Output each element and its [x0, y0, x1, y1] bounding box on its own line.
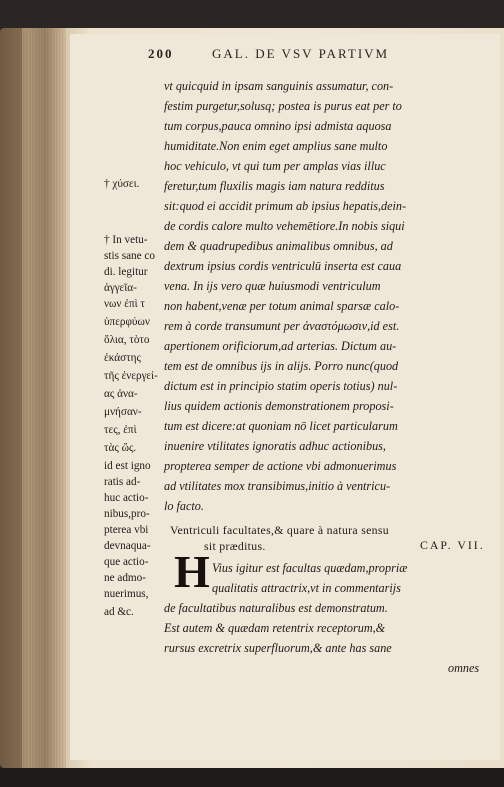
text-line: festim purgetur,solusq; postea is purus eat per to [164, 99, 402, 113]
margin-note: nuerimus, [104, 588, 149, 600]
text-line: rem à corde transumunt per ἀναστόμωσιν,id est. [164, 319, 400, 333]
margin-note: stis sane co [104, 250, 155, 262]
chapter-label: CAP. VII. [420, 538, 485, 552]
margin-note: ας ἀνα- [104, 388, 138, 400]
text-line: tum est dicere:at quoniam nō licet particularum [164, 419, 398, 433]
text-line: apertionem orificiorum,ad arterias. Dictum au- [164, 339, 397, 353]
text-line: rursus excretrix superfluorum,& ante has sane [164, 641, 392, 655]
margin-note: μνήσαν- [104, 406, 142, 418]
text-line: dextrum ipsius cordis ventriculū inserta est caua [164, 259, 402, 273]
margin-note: que actio- [104, 556, 149, 568]
text-line: lo facto. [164, 499, 204, 513]
text-line: Vius igitur est facultas quædam,propriæ [212, 561, 408, 575]
section-heading-cont: sit præditus. [204, 539, 266, 553]
text-line: qualitatis attractrix,vt in commentarijs [212, 581, 401, 595]
text-line: lius quidem actionis demonstrationem proposi- [164, 399, 394, 413]
margin-note: id est igno [104, 460, 151, 472]
text-line: propterea semper de actione vbi admonuerimus [164, 459, 397, 473]
text-line: inuenire vtilitates ignoratis adhuc actionibus, [164, 439, 386, 453]
margin-note: ὑπερφύων [104, 316, 150, 328]
margin-note: ἀγγεῖα- [104, 282, 137, 294]
margin-note: pterea vbi [104, 524, 149, 536]
text-line: humiditate.Non enim eget amplius sane multo [164, 139, 388, 153]
text-line: hoc vehiculo, vt qui tum per amplas vias illuc [164, 159, 386, 173]
page-edges [22, 28, 66, 768]
margin-note: ne admo- [104, 572, 146, 584]
text-line: feretur,tum fluxilis magis iam natura redditus [164, 179, 385, 193]
margin-note: † In vetu- [104, 234, 148, 246]
margin-note: ἐκάστης [104, 352, 141, 364]
margin-note: ratis ad- [104, 476, 141, 488]
drop-cap: H [174, 546, 210, 597]
running-title: GAL. DE VSV PARTIVM [212, 46, 390, 61]
bottom-shadow [0, 768, 504, 787]
margin-note: di. legitur [104, 266, 148, 278]
section-heading: Ventriculi facultates,& quare à natura sensu [170, 523, 389, 537]
margin-note: nibus,pro- [104, 508, 150, 520]
margin-note: ad &c. [104, 606, 134, 618]
text-line: dem & quadrupedibus animalibus omnibus, ad [164, 239, 393, 253]
text-line: vt quicquid in ipsam sanguinis assumatur, con- [164, 79, 394, 93]
text-line: tum corpus,pauca omnino ipsi admista aquosa [164, 119, 392, 133]
catchword: omnes [448, 661, 480, 675]
margin-note: † χύσει. [104, 178, 140, 190]
margin-note: νων ἐπὶ τ [104, 298, 145, 310]
text-line: non habent,venæ per totum animal sparsæ calo- [164, 299, 400, 313]
text-line: de facultatibus naturalibus est demonstratum. [164, 601, 388, 615]
page-number: 200 [148, 46, 174, 61]
text-line: dictum est in principio statim operis totius) nul- [164, 379, 398, 393]
text-line: tem est de omnibus ijs in alijs. Porro nunc(quod [164, 359, 399, 373]
text-line: ad vtilitates mox transibimus,initio à ventricu- [164, 479, 391, 493]
margin-note: τες, ἐπὶ [104, 424, 137, 436]
book-page [70, 34, 500, 760]
margin-note: ὄλια, τὸτο [104, 334, 150, 346]
text-line: sit:quod ei accidit primum ab ipsius hepatis,dein- [164, 199, 407, 213]
text-line: vena. In ijs vero quæ huiusmodi ventriculum [164, 279, 381, 293]
text-line: de cordis calore multo vehemētiore.In nobis siqui [164, 219, 405, 233]
margin-note: huc actio- [104, 492, 149, 504]
text-line: Est autem & quædam retentrix receptorum,& [164, 621, 386, 635]
margin-note: devnaqua- [104, 540, 151, 552]
margin-note: τὰς ὤς. [104, 442, 137, 454]
margin-note: τῆς ἐνεργεί- [104, 370, 158, 382]
